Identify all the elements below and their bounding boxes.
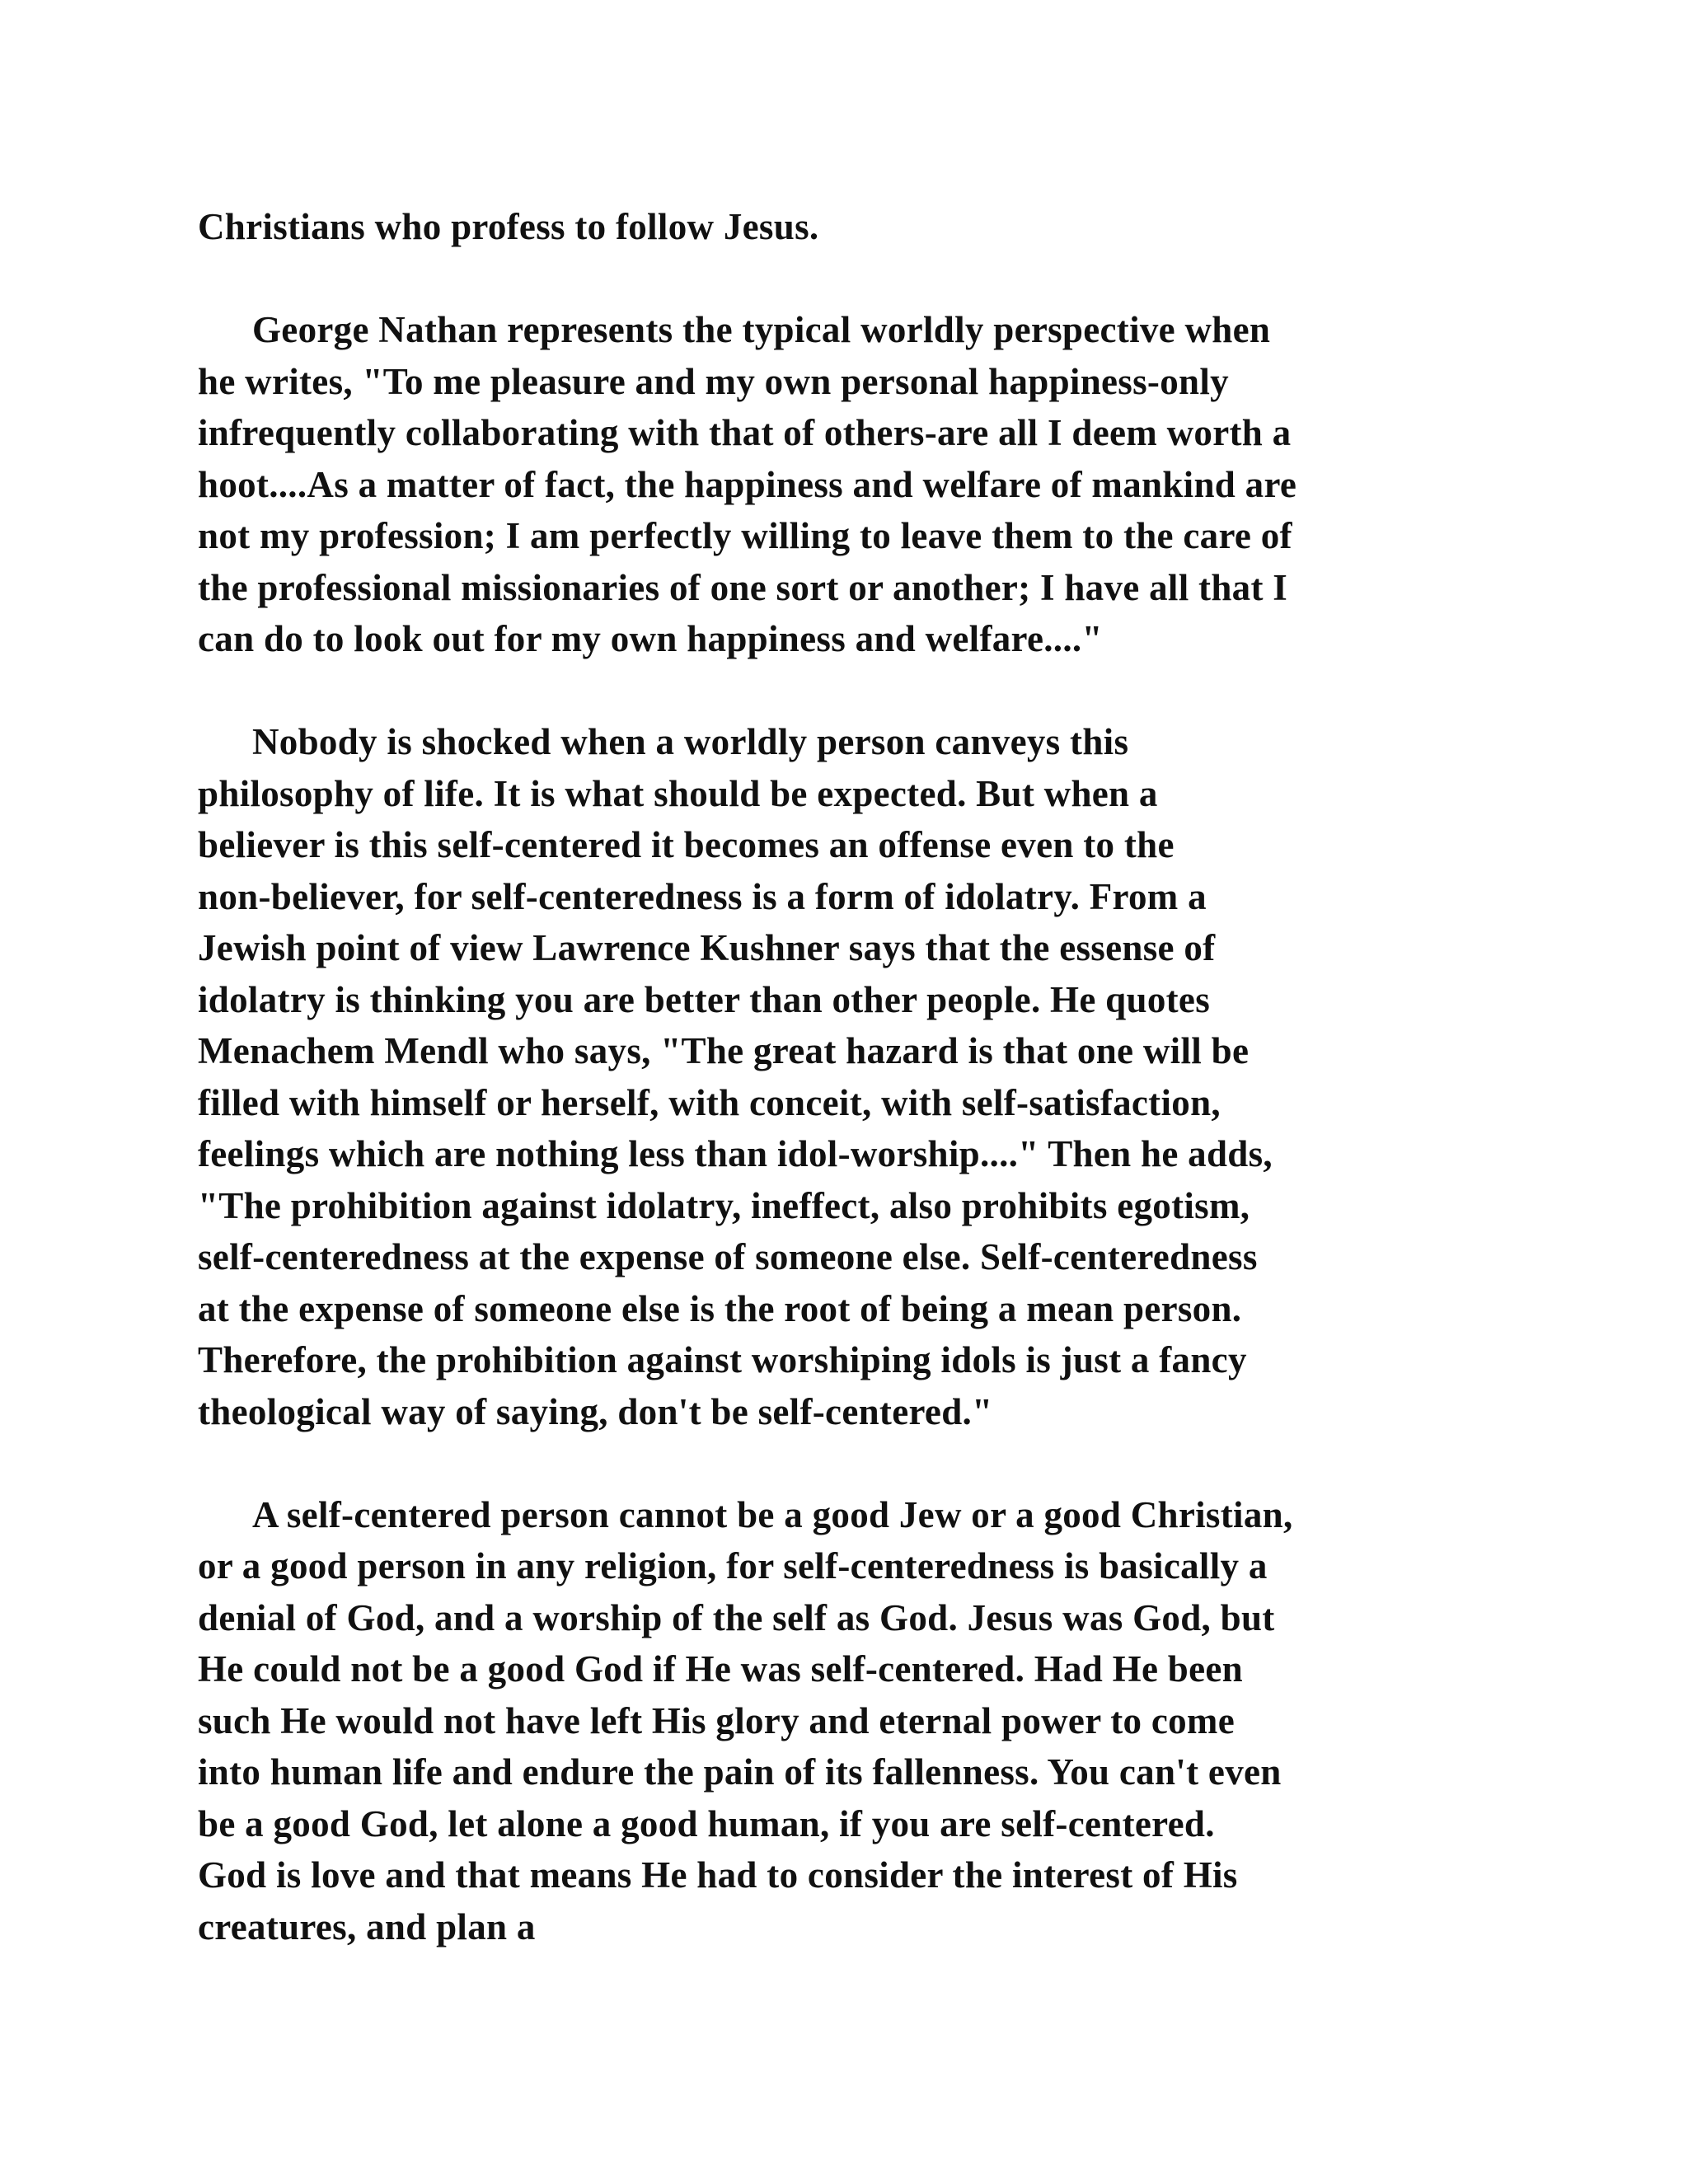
text-line: self-centeredness at the expense of someone else. Self-centeredness: [198, 1236, 1258, 1277]
text-line: denial of God, and a worship of the self as God. Jesus was God, but: [198, 1596, 1275, 1638]
text-line: God is love and that means He had to consider the interest of His: [198, 1854, 1238, 1896]
text-line: A self-centered person cannot be a good Jew or a good Christian,: [252, 1493, 1293, 1535]
text-line: such He would not have left His glory and eternal power to come: [198, 1699, 1235, 1741]
text-line: non-believer, for self-centeredness is a form of idolatry. From a: [198, 875, 1207, 917]
text-line: infrequently collaborating with that of others-are all I deem worth a: [198, 412, 1292, 453]
text-line: Nobody is shocked when a worldly person canveys this: [252, 721, 1129, 762]
text-line: be a good God, let alone a good human, if you are self-centered.: [198, 1802, 1215, 1844]
text-line: "The prohibition against idolatry, ineffect, also prohibits egotism,: [198, 1184, 1250, 1226]
paragraph: [198, 304, 1484, 665]
text-line: Menachem Mendl who says, "The great hazard is that one will be: [198, 1030, 1250, 1071]
text-line: Jewish point of view Lawrence Kushner says that the essense of: [198, 927, 1216, 968]
text-line: believer is this self-centered it becomes an offense even to the: [198, 824, 1175, 865]
text-line: feelings which are nothing less than idol-worship...." Then he adds,: [198, 1133, 1273, 1174]
text-line: can do to look out for my own happiness and welfare....": [198, 618, 1103, 659]
paragraph-gap: [198, 1437, 1484, 1489]
text-line: at the expense of someone else is the root of being a mean person.: [198, 1287, 1242, 1329]
text-line: idolatry is thinking you are better than other people. He quotes: [198, 978, 1211, 1020]
text-line: into human life and endure the pain of its fallenness. You can't even: [198, 1751, 1282, 1793]
paragraph-gap: [198, 253, 1484, 305]
text-line: Therefore, the prohibition against worshiping idols is just a fancy: [198, 1339, 1247, 1380]
text-line: George Nathan represents the typical worldly perspective when: [252, 309, 1271, 350]
text-line: filled with himself or herself, with conceit, with self-satisfaction,: [198, 1081, 1221, 1123]
paragraph: [198, 716, 1484, 1437]
text-line: not my profession; I am perfectly willing to leave them to the care of: [198, 515, 1292, 556]
text-line: he writes, "To me pleasure and my own personal happiness-only: [198, 360, 1229, 402]
text-line: Christians who profess to follow Jesus.: [198, 206, 819, 247]
text-line: theological way of saying, don't be self-centered.": [198, 1390, 993, 1432]
text-line: or a good person in any religion, for self-centeredness is basically a: [198, 1545, 1268, 1586]
text-line: hoot....As a matter of fact, the happiness and welfare of mankind are: [198, 463, 1297, 505]
paragraph: [198, 201, 1484, 253]
text-line: He could not be a good God if He was self-centered. Had He been: [198, 1648, 1244, 1690]
text-line: the professional missionaries of one sort or another; I have all that I: [198, 566, 1288, 608]
text-line: creatures, and plan a: [198, 1905, 536, 1947]
text-line: philosophy of life. It is what should be expected. But when a: [198, 772, 1158, 814]
paragraph: [198, 1489, 1484, 1953]
paragraph-gap: [198, 665, 1484, 717]
document-body: [198, 201, 1484, 1952]
